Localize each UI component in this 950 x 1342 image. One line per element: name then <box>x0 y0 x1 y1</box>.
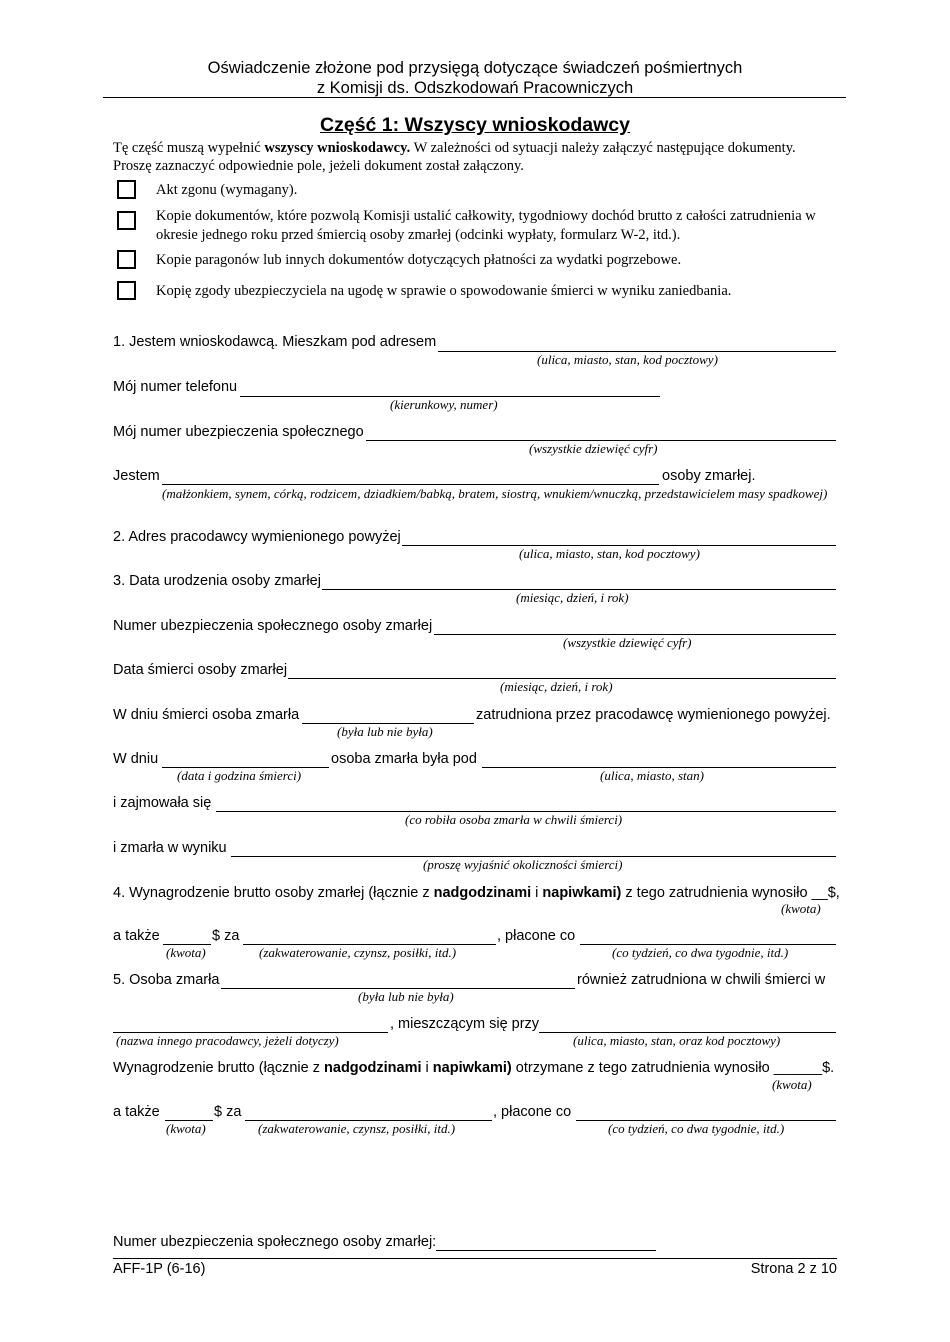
also2-caption-type: (zakwaterowanie, czynsz, posiłki, itd.) <box>258 1121 456 1136</box>
checklist-item-death-certificate <box>113 180 843 202</box>
death-date-label: Data śmierci osoby zmarłej <box>113 662 288 678</box>
checkbox[interactable] <box>117 281 136 300</box>
death-date-caption: (miesiąc, dzień, i rok) <box>500 679 613 694</box>
footer-ssn-field[interactable] <box>436 1250 656 1251</box>
q5-label: 5. Osoba zmarła <box>113 972 220 988</box>
also1-dollar-label: $ za <box>212 928 240 944</box>
also1-paid-label: , płacone co <box>497 928 576 944</box>
footer-ssn-label: Numer ubezpieczenia społecznego osoby zmarłej: <box>113 1234 437 1250</box>
result-caption: (proszę wyjaśnić okoliczności śmierci) <box>423 857 623 872</box>
checklist-label: Akt zgonu (wymagany). <box>156 182 298 198</box>
checklist-item-income-documents <box>113 209 843 249</box>
form-code: AFF-1P (6-16) <box>113 1261 206 1277</box>
q3-caption: (miesiąc, dzień, i rok) <box>516 590 629 605</box>
intro-text: Tę część muszą wypełnić wszyscy wnioskodawcy. W zależności od sytuacji należy załączyć następujące dokumenty. Proszę zaznaczyć odpowiednie pole, jeżeli dokument został załączony. <box>113 140 796 174</box>
also2-paid-label: , płacone co <box>493 1104 572 1120</box>
employment-suffix: zatrudniona przez pracodawcę wymienionego powyżej. <box>476 707 831 723</box>
q2-caption: (ulica, miasto, stan, kod pocztowy) <box>519 546 700 561</box>
header-line-1: Oświadczenie złożone pod przysięgą dotyczące świadczeń pośmiertnych <box>207 59 743 77</box>
day-caption-datetime: (data i godzina śmierci) <box>177 768 302 783</box>
checklist-item-funeral-receipts <box>113 250 843 272</box>
q2-label: 2. Adres pracodawcy wymienionego powyżej <box>113 529 401 545</box>
also2-dollar-label: $ za <box>214 1104 242 1120</box>
q4-caption: (kwota) <box>781 901 821 916</box>
also1-label: a także <box>113 928 160 944</box>
result-label: i zmarła w wyniku <box>113 840 227 856</box>
employment-caption: (była lub nie była) <box>337 724 433 739</box>
relation-caption: (małżonkiem, synem, córką, rodzicem, dziadkiem/babką, bratem, siostrą, wnukiem/wnuczką, przedstawicielem masy spadkowej) <box>162 486 828 501</box>
doing-caption: (co robiła osoba zmarła w chwili śmierci) <box>405 812 623 827</box>
phone-caption: (kierunkowy, numer) <box>390 397 498 412</box>
checklist-label: Kopie paragonów lub innych dokumentów dotyczących płatności za wydatki pogrzebowe. <box>156 252 682 268</box>
q5-caption: (była lub nie była) <box>358 989 454 1004</box>
deceased-ssn-caption: (wszystkie dziewięć cyfr) <box>563 635 692 650</box>
doing-label: i zajmowała się <box>113 795 212 811</box>
checklist-label: Kopię zgody ubezpieczyciela na ugodę w sprawie o spowodowanie śmierci w wyniku zaniedbania. <box>156 283 732 299</box>
deceased-ssn-label: Numer ubezpieczenia społecznego osoby zmarłej <box>113 618 433 634</box>
also2-caption-frequency: (co tydzień, co dwa tygodnie, itd.) <box>608 1121 785 1136</box>
ssn-caption: (wszystkie dziewięć cyfr) <box>529 441 658 456</box>
wage2-caption: (kwota) <box>772 1077 812 1092</box>
wage2-text: Wynagrodzenie brutto (łącznie z nadgodzinami i napiwkami) otrzymane z tego zatrudnienia wynosiło ______$. <box>113 1060 835 1076</box>
part-title: Część 1: Wszyscy wnioskodawcy <box>320 114 630 136</box>
checkbox[interactable] <box>117 211 136 230</box>
day-mid-label: osoba zmarła była pod <box>331 751 477 767</box>
employment-label: W dniu śmierci osoba zmarła <box>113 707 300 723</box>
q5-suffix: również zatrudniona w chwili śmierci w <box>577 972 826 988</box>
ssn-label: Mój numer ubezpieczenia społecznego <box>113 424 364 440</box>
relation-label: Jestem <box>113 468 160 484</box>
day-label: W dniu <box>113 751 159 767</box>
header-divider <box>103 97 846 98</box>
also1-caption-type: (zakwaterowanie, czynsz, posiłki, itd.) <box>259 945 457 960</box>
q3-label: 3. Data urodzenia osoby zmarłej <box>113 573 321 589</box>
day-caption-location: (ulica, miasto, stan) <box>600 768 704 783</box>
phone-label: Mój numer telefonu <box>113 379 238 395</box>
page-number: Strona 2 z 10 <box>750 1261 837 1277</box>
header-line-2: z Komisji ds. Odszkodowań Pracowniczych <box>316 79 634 97</box>
also2-caption-amount: (kwota) <box>166 1121 206 1136</box>
also1-caption-amount: (kwota) <box>166 945 206 960</box>
also2-label: a także <box>113 1104 160 1120</box>
checkbox[interactable] <box>117 250 136 269</box>
checkbox[interactable] <box>117 180 136 199</box>
footer-divider <box>113 1258 837 1259</box>
checklist-item-insurer-consent <box>113 281 843 303</box>
also1-caption-frequency: (co tydzień, co dwa tygodnie, itd.) <box>612 945 789 960</box>
other-caption-address: (ulica, miasto, stan, oraz kod pocztowy) <box>573 1033 781 1048</box>
checklist-label: Kopie dokumentów, które pozwolą Komisji ustalić całkowity, tygodniowy dochód brutto z całości zatrudnienia w okresie jednego roku przed śmiercią osoby zmarłej (odcinki wypłaty, formularz W-2, itd.). <box>156 208 816 243</box>
relation-suffix: osoby zmarłej. <box>662 468 756 484</box>
q1-caption: (ulica, miasto, stan, kod pocztowy) <box>537 352 718 367</box>
other-caption-employer: (nazwa innego pracodawcy, jeżeli dotyczy) <box>116 1033 339 1048</box>
other-mid-label: , mieszczącym się przy <box>390 1016 540 1032</box>
q4-text: 4. Wynagrodzenie brutto osoby zmarłej (łącznie z nadgodzinami i napiwkami) z tego zatrudnienia wynosiło __$, <box>113 885 840 901</box>
relation-field[interactable] <box>162 484 659 485</box>
q1-label: 1. Jestem wnioskodawcą. Mieszkam pod adresem <box>113 334 437 350</box>
